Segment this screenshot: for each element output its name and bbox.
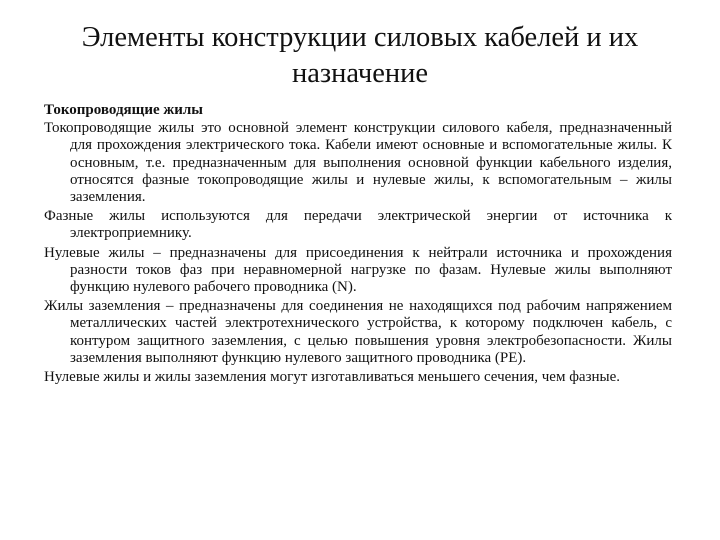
section-heading: Токопроводящие жилы — [44, 102, 204, 118]
slide-title: Элементы конструкции силовых кабелей и их назначение — [81, 22, 639, 89]
paragraph-neutral-conductors: Нулевые жилы – предназначены для присоединения к нейтрали источника и прохождения разности токов фаз при неравномерной нагрузке по фазам. Нулевые жилы выполняют функцию нулевого рабочего проводника (N). — [44, 244, 672, 296]
paragraph-cross-section-note: Нулевые жилы и жилы заземления могут изготавливаться меньшего сечения, чем фазные. — [44, 369, 621, 386]
paragraph-conductors-definition: Токопроводящие жилы это основной элемент конструкции силового кабеля, предназначенный для прохождения электрического тока. Кабели имеют основные и вспомогательные жилы. К основным, т.е. предназначенным для выполнения основной функции кабельного изделия, относятся фазные токопроводящие жилы и нулевые жилы, к вспомогательным – жилы заземления. — [44, 120, 672, 206]
paragraph-phase-conductors: Фазные жилы используются для передачи электрической энергии от источника к электроприемнику. — [44, 208, 672, 242]
paragraph-ground-conductors: Жилы заземления – предназначены для соединения не находящихся под рабочим напряжением металлических частей электротехнического устройства, к которому подключен кабель, с контуром защитного заземления, с целью повышения уровня электробезопасности. Жилы заземления выполняют функцию нулевого защитного проводника (PE). — [44, 298, 672, 366]
slide-content — [44, 102, 672, 388]
